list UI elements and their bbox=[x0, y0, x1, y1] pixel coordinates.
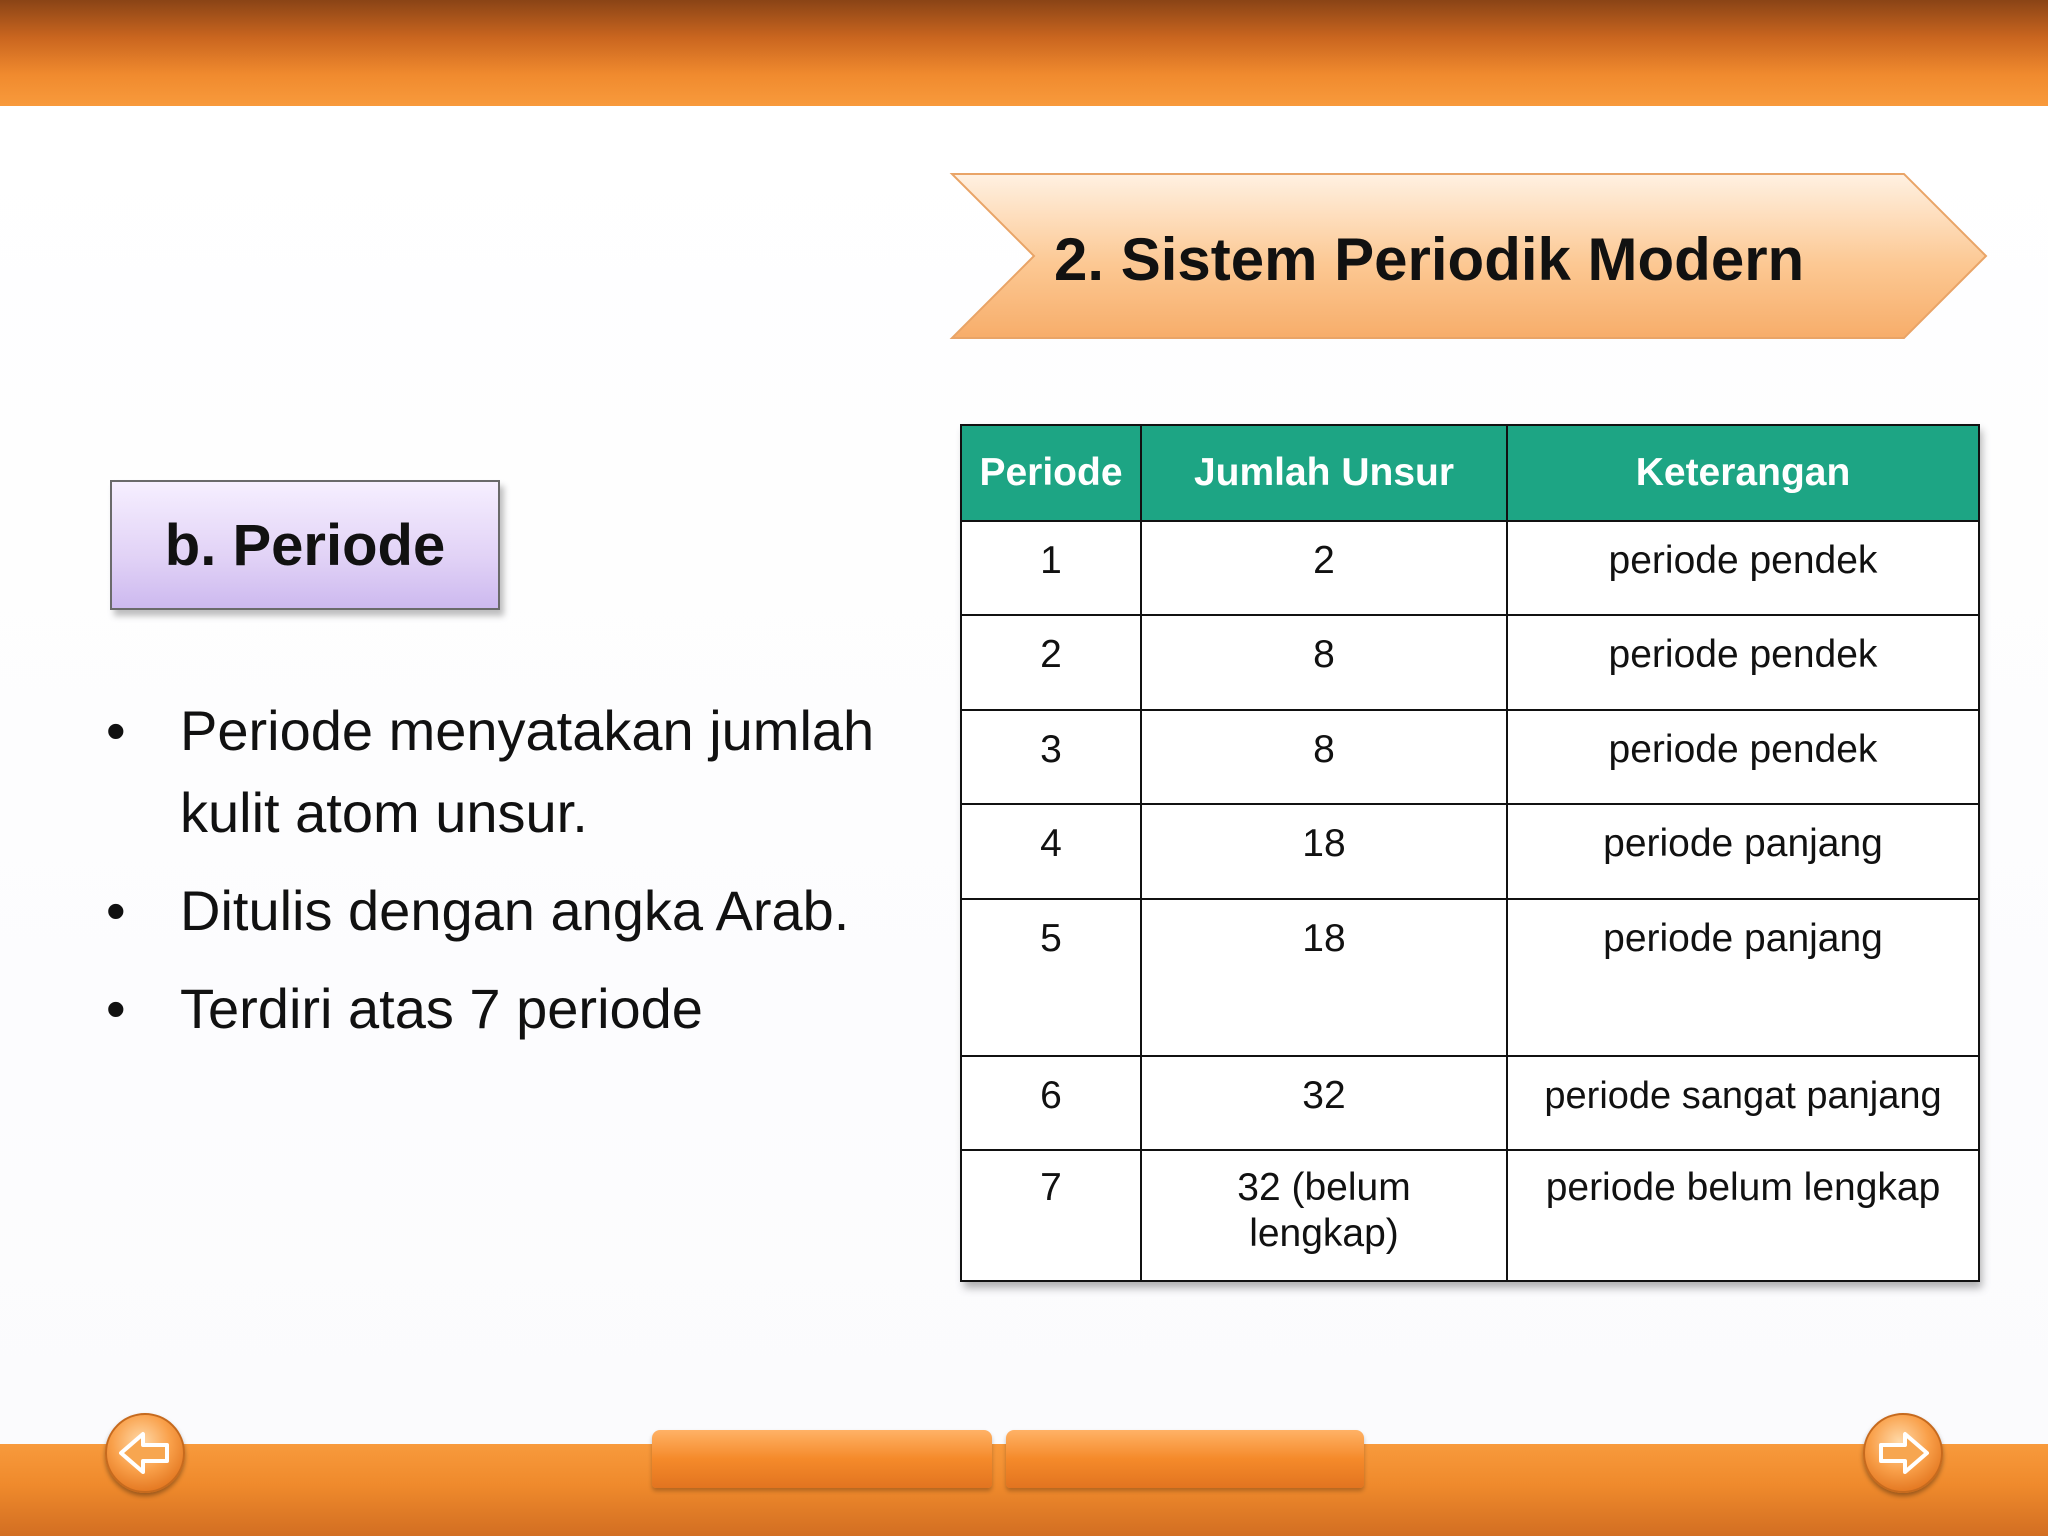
bullet-text: Periode menyatakan jumlah kulit atom unsur. bbox=[180, 699, 875, 844]
cell-jumlah: 8 bbox=[1141, 710, 1507, 804]
cell-keterangan: periode pendek bbox=[1507, 521, 1979, 615]
cell-periode: 3 bbox=[961, 710, 1141, 804]
table-row bbox=[961, 710, 1979, 804]
periode-table bbox=[960, 424, 1980, 1282]
table-header-row bbox=[961, 425, 1979, 521]
arrow-left-icon bbox=[119, 1431, 171, 1475]
table-row bbox=[961, 899, 1979, 1056]
bullet-item bbox=[100, 690, 930, 854]
bullet-list bbox=[100, 690, 930, 1066]
bullet-icon: • bbox=[106, 977, 126, 1040]
bottom-tab-2[interactable] bbox=[1006, 1430, 1364, 1488]
slide-title: 2. Sistem Periodik Modern bbox=[1054, 226, 1805, 293]
header-keterangan: Keterangan bbox=[1507, 425, 1979, 521]
table-row bbox=[961, 804, 1979, 898]
cell-keterangan: periode panjang bbox=[1507, 804, 1979, 898]
cell-periode: 6 bbox=[961, 1056, 1141, 1150]
cell-periode: 5 bbox=[961, 899, 1141, 1056]
bottom-tab-1[interactable] bbox=[652, 1430, 992, 1488]
cell-periode: 4 bbox=[961, 804, 1141, 898]
table-row bbox=[961, 1150, 1979, 1281]
cell-keterangan: periode belum lengkap bbox=[1507, 1150, 1979, 1281]
cell-keterangan: periode panjang bbox=[1507, 899, 1979, 1056]
section-label-box bbox=[110, 480, 500, 610]
bullet-item bbox=[100, 870, 930, 952]
bullet-text: Ditulis dengan angka Arab. bbox=[180, 879, 850, 942]
cell-keterangan: periode pendek bbox=[1507, 710, 1979, 804]
header-jumlah-unsur: Jumlah Unsur bbox=[1141, 425, 1507, 521]
periode-table-container bbox=[960, 424, 1978, 1282]
table-row bbox=[961, 615, 1979, 709]
cell-jumlah: 18 bbox=[1141, 899, 1507, 1056]
cell-jumlah: 8 bbox=[1141, 615, 1507, 709]
arrow-right-icon bbox=[1877, 1431, 1929, 1475]
header-periode: Periode bbox=[961, 425, 1141, 521]
cell-periode: 7 bbox=[961, 1150, 1141, 1281]
cell-periode: 2 bbox=[961, 615, 1141, 709]
table-row bbox=[961, 1056, 1979, 1150]
prev-button[interactable] bbox=[105, 1413, 185, 1493]
bullet-icon: • bbox=[106, 699, 126, 762]
cell-jumlah: 32 (belum lengkap) bbox=[1141, 1150, 1507, 1281]
table-row bbox=[961, 521, 1979, 615]
cell-keterangan: periode pendek bbox=[1507, 615, 1979, 709]
cell-periode: 1 bbox=[961, 521, 1141, 615]
bullet-item bbox=[100, 968, 930, 1050]
bullet-icon: • bbox=[106, 879, 126, 942]
next-button[interactable] bbox=[1863, 1413, 1943, 1493]
bullet-text: Terdiri atas 7 periode bbox=[180, 977, 703, 1040]
cell-jumlah: 2 bbox=[1141, 521, 1507, 615]
section-label: b. Periode bbox=[164, 512, 446, 578]
cell-jumlah: 32 bbox=[1141, 1056, 1507, 1150]
cell-jumlah: 18 bbox=[1141, 804, 1507, 898]
top-banner bbox=[0, 0, 2048, 106]
cell-keterangan: periode sangat panjang bbox=[1507, 1056, 1979, 1150]
